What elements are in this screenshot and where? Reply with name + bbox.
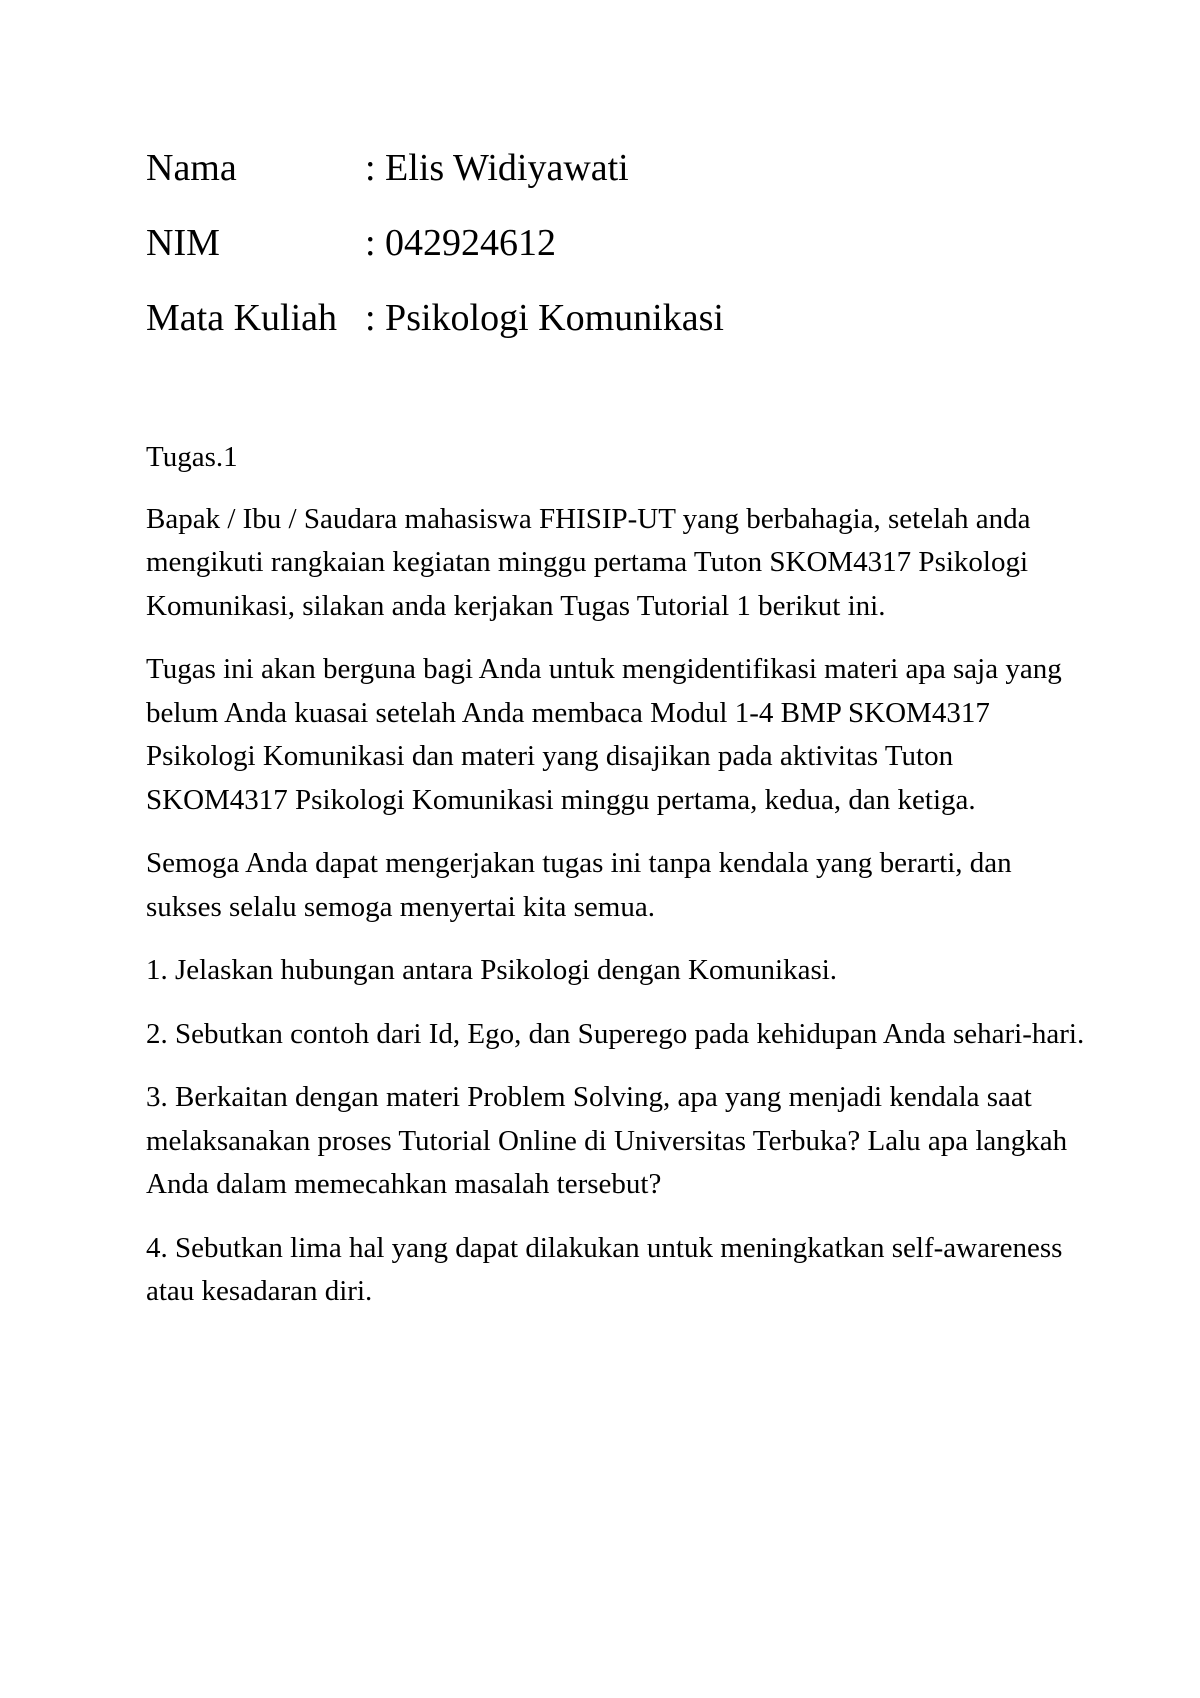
question-4: 4. Sebutkan lima hal yang dapat dilakukan untuk meningkatkan self-awareness atau kesadaran diri.	[146, 1231, 1063, 1307]
name-row	[146, 146, 1106, 190]
student-info	[146, 146, 1106, 371]
closing-paragraph: Semoga Anda dapat mengerjakan tugas ini tanpa kendala yang berarti, dan sukses selalu semoga menyertai kita semua.	[146, 847, 1012, 923]
course-value: : Psikologi Komunikasi	[365, 297, 724, 339]
purpose-paragraph: Tugas ini akan berguna bagi Anda untuk mengidentifikasi materi apa saja yang belum Anda kuasai setelah Anda membaca Modul 1-4 BMP SKOM4317 Psikologi Komunikasi dan materi yang disajikan pada aktivitas Tuton SKOM4317 Psikologi Komunikasi minggu pertama, kedua, dan ketiga.	[146, 653, 1062, 816]
assignment-body	[146, 436, 1086, 1334]
nim-label: NIM	[146, 222, 220, 264]
question-3: 3. Berkaitan dengan materi Problem Solving, apa yang menjadi kendala saat melaksanakan proses Tutorial Online di Universitas Terbuka? Lalu apa langkah Anda dalam memecahkan masalah tersebut?	[146, 1081, 1068, 1200]
nim-value: : 042924612	[365, 222, 557, 264]
question-2: 2. Sebutkan contoh dari Id, Ego, dan Superego pada kehidupan Anda sehari-hari.	[146, 1017, 1085, 1050]
course-label: Mata Kuliah	[146, 297, 338, 339]
question-1: 1. Jelaskan hubungan antara Psikologi dengan Komunikasi.	[146, 954, 838, 986]
name-value: : Elis Widiyawati	[365, 147, 629, 189]
intro-paragraph: Bapak / Ibu / Saudara mahasiswa FHISIP-UT yang berbahagia, setelah anda mengikuti rangkaian kegiatan minggu pertama Tuton SKOM4317 Psikologi Komunikasi, silakan anda kerjakan Tugas Tutorial 1 berikut ini.	[146, 502, 1031, 622]
nim-row	[146, 221, 1106, 265]
assignment-title: Tugas.1	[146, 441, 238, 473]
course-row	[146, 296, 1106, 340]
name-label: Nama	[146, 147, 237, 189]
